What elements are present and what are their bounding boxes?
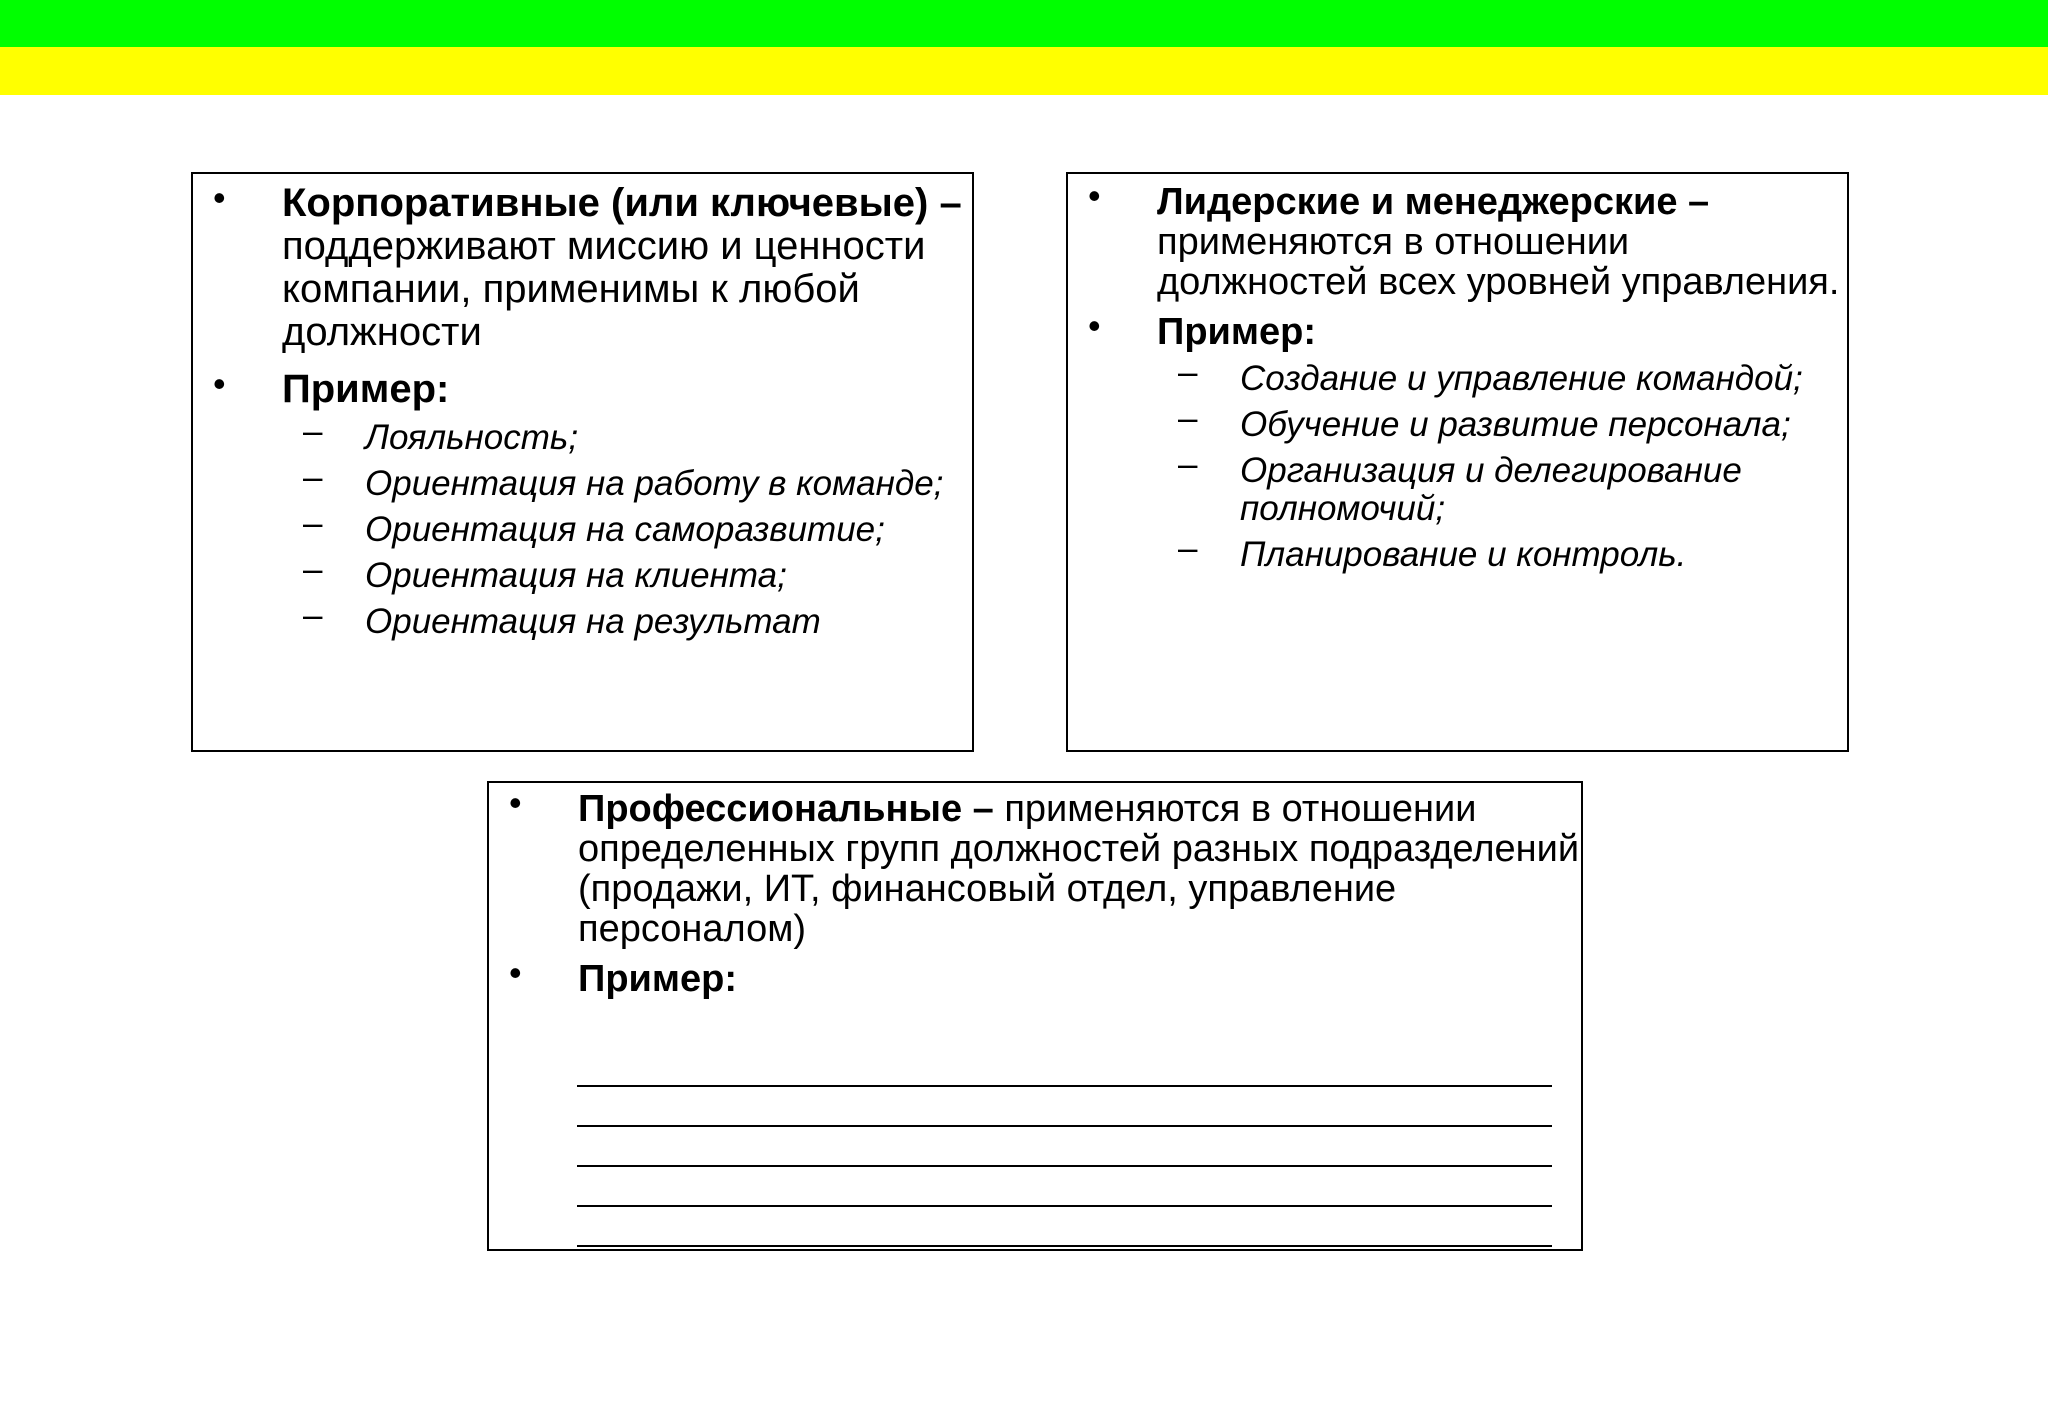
- card2-bullet-example: [1068, 312, 1847, 352]
- card1-definition-title: Корпоративные (или ключевые) –: [282, 181, 962, 225]
- card2-item: – Планирование и контроль.: [1068, 536, 1847, 574]
- answer-blank-lines: [577, 1085, 1552, 1285]
- card1-item: – Ориентация на саморазвитие;: [193, 511, 972, 549]
- card2-item: – Создание и управление командой;: [1068, 360, 1847, 398]
- card2-bullet-definition: [1068, 182, 1847, 302]
- blank-line: [577, 1165, 1552, 1167]
- blank-line: [577, 1085, 1552, 1087]
- card2-item: – Организация и делегирование полномочий;: [1068, 452, 1847, 528]
- card1-bullet-example: [193, 368, 972, 411]
- card2-item: – Обучение и развитие персонала;: [1068, 406, 1847, 444]
- card1-definition-text: поддерживают миссию и ценности компании, применимы к любой должности: [282, 224, 926, 354]
- card1-item: – Ориентация на результат: [193, 603, 972, 641]
- corporative-competencies-card: [191, 172, 974, 752]
- card1-example-title: Пример:: [282, 367, 450, 411]
- card1-item: – Лояльность;: [193, 419, 972, 457]
- card2-example-title: Пример:: [1157, 311, 1316, 353]
- header-band-yellow: [0, 47, 2048, 95]
- card3-example-title: Пример:: [578, 958, 737, 1000]
- card1-item: – Ориентация на работу в команде;: [193, 465, 972, 503]
- card1-bullet-definition: [193, 182, 972, 354]
- card3-definition-text: применяются в отношении определенных групп должностей разных подразделений (продажи, ИТ, финансовый отдел, управление персоналом): [578, 788, 1580, 950]
- card3-bullet-example: [489, 959, 1581, 999]
- header-band-green: [0, 0, 2048, 47]
- blank-line: [577, 1205, 1552, 1207]
- card3-definition-title: Профессиональные –: [578, 788, 994, 830]
- professional-competencies-card: [487, 781, 1583, 1251]
- blank-line: [577, 1125, 1552, 1127]
- card2-definition-text: применяются в отношении должностей всех уровней управления.: [1157, 221, 1840, 303]
- card1-item: – Ориентация на клиента;: [193, 557, 972, 595]
- card3-bullet-definition: [489, 789, 1581, 949]
- leadership-competencies-card: [1066, 172, 1849, 752]
- card2-definition-title: Лидерские и менеджерские –: [1157, 181, 1710, 223]
- blank-line: [577, 1245, 1552, 1247]
